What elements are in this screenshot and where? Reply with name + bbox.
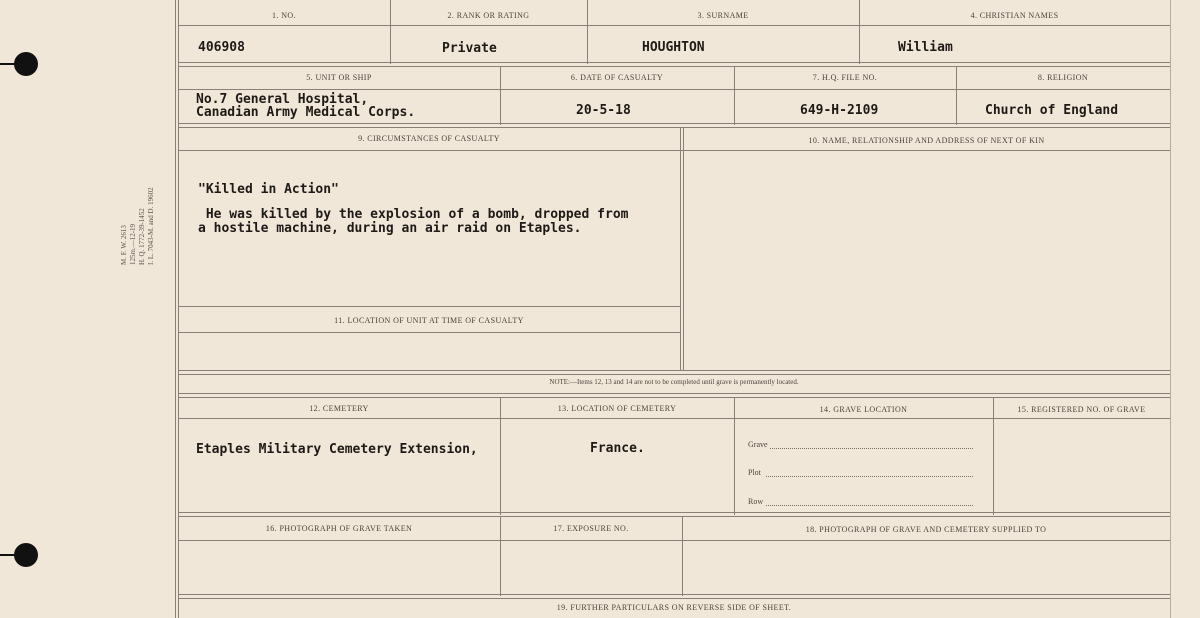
binder-hole-top bbox=[14, 52, 38, 76]
header-unit: 5. UNIT OR SHIP bbox=[306, 73, 372, 82]
note-text: NOTE:—Items 12, 13 and 14 are not to be completed until grave is permanently located. bbox=[549, 378, 799, 386]
location-cemetery-value: France. bbox=[590, 441, 645, 456]
religion-value: Church of England bbox=[985, 103, 1119, 118]
unit-line-2: Canadian Army Medical Corps. bbox=[196, 105, 416, 120]
margin-rule bbox=[175, 0, 176, 618]
grave-label: Grave bbox=[748, 440, 768, 449]
header-no: 1. NO. bbox=[272, 11, 296, 20]
circumstances-line-2: He was killed by the explosion of a bomb, dropped from bbox=[198, 207, 629, 222]
right-edge bbox=[1170, 0, 1171, 618]
header-photo-taken: 16. PHOTOGRAPH OF GRAVE TAKEN bbox=[265, 524, 413, 533]
header-surname: 3. SURNAME bbox=[697, 11, 749, 20]
unit-line-1: No.7 General Hospital, bbox=[196, 92, 369, 107]
header-location-cemetery: 13. LOCATION OF CEMETERY bbox=[557, 404, 677, 413]
header-photo-supplied: 18. PHOTOGRAPH OF GRAVE AND CEMETERY SUPPLIED TO bbox=[805, 525, 1047, 534]
header-date: 6. DATE OF CASUALTY bbox=[570, 73, 664, 82]
surname-value: HOUGHTON bbox=[642, 40, 705, 55]
header-grave-location: 14. GRAVE LOCATION bbox=[819, 405, 908, 414]
cemetery-value: Etaples Military Cemetery Extension, bbox=[196, 442, 478, 457]
circumstances-line-1: "Killed in Action" bbox=[198, 182, 339, 197]
form-print-code: M. F. W. 2613 125m.—12-19 H. Q. 1772-39-1452 I. L. 7043-M. and D. 19602 bbox=[120, 187, 155, 265]
row-label: Row bbox=[748, 497, 764, 506]
service-number: 406908 bbox=[198, 40, 245, 55]
header-christian-names: 4. CHRISTIAN NAMES bbox=[970, 11, 1059, 20]
header-rank: 2. RANK OR RATING bbox=[447, 11, 530, 20]
header-next-of-kin: 10. NAME, RELATIONSHIP AND ADDRESS OF NEXT OF KIN bbox=[808, 136, 1045, 145]
header-exposure: 17. EXPOSURE NO. bbox=[553, 524, 629, 533]
circumstances-line-3: a hostile machine, during an air raid on Etaples. bbox=[198, 221, 582, 236]
hq-file-value: 649-H-2109 bbox=[800, 103, 879, 118]
header-location-unit: 11. LOCATION OF UNIT AT TIME OF CASUALTY bbox=[334, 316, 524, 325]
header-registered-no: 15. REGISTERED NO. OF GRAVE bbox=[1017, 405, 1146, 414]
header-hq-file: 7. H.Q. FILE NO. bbox=[812, 73, 878, 82]
footer-further-particulars: 19. FURTHER PARTICULARS ON REVERSE SIDE OF SHEET. bbox=[556, 603, 792, 612]
rank-value: Private bbox=[442, 41, 497, 56]
christian-names-value: William bbox=[898, 40, 953, 55]
date-value: 20-5-18 bbox=[576, 103, 631, 118]
header-circumstances: 9. CIRCUMSTANCES OF CASUALTY bbox=[358, 134, 500, 143]
header-cemetery: 12. CEMETERY bbox=[309, 404, 369, 413]
binder-hole-bottom bbox=[14, 543, 38, 567]
plot-label: Plot bbox=[748, 468, 761, 477]
header-religion: 8. RELIGION bbox=[1037, 73, 1089, 82]
